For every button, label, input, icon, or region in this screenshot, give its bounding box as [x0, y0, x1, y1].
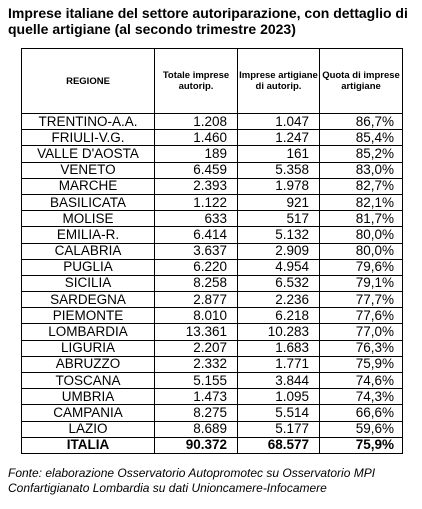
cell-region: CAMPANIA	[22, 405, 155, 421]
cell-region: VALLE D'AOSTA	[22, 146, 155, 162]
cell-artisan-businesses: 4.954	[238, 259, 320, 275]
header-artisan-share: Quota di imprese artigiane	[320, 49, 403, 114]
cell-total-businesses: 8.689	[155, 421, 238, 437]
cell-region: TOSCANA	[22, 373, 155, 389]
cell-artisan-share: 81,7%	[320, 211, 403, 227]
header-artisan-businesses: Imprese artigiane di autorip.	[238, 49, 320, 114]
table-row	[22, 405, 403, 421]
cell-total-businesses: 633	[155, 211, 238, 227]
page-title: Imprese italiane del settore autoriparazione, con dettaglio di quelle artigiane (al secondo trimestre 2023)	[8, 5, 408, 37]
cell-artisan-share: 75,9%	[320, 356, 403, 372]
table-row	[22, 194, 403, 210]
table-row	[22, 114, 403, 130]
table-row	[22, 130, 403, 146]
cell-artisan-businesses: 1.047	[238, 114, 320, 130]
cell-artisan-businesses: 921	[238, 194, 320, 210]
table-row	[22, 227, 403, 243]
cell-region: CALABRIA	[22, 243, 155, 259]
table-row	[22, 340, 403, 356]
cell-artisan-share: 59,6%	[320, 421, 403, 437]
cell-artisan-share: 86,7%	[320, 114, 403, 130]
cell-region: ABRUZZO	[22, 356, 155, 372]
table-row	[22, 211, 403, 227]
table-row	[22, 389, 403, 405]
cell-artisan-share: 79,1%	[320, 275, 403, 291]
cell-artisan-businesses: 161	[238, 146, 320, 162]
cell-total-businesses: 8.010	[155, 308, 238, 324]
cell-artisan-share: 80,0%	[320, 227, 403, 243]
cell-region: FRIULI-V.G.	[22, 130, 155, 146]
cell-total-businesses: 1.208	[155, 114, 238, 130]
cell-total-businesses: 189	[155, 146, 238, 162]
cell-total-businesses: 6.414	[155, 227, 238, 243]
table-header-row	[22, 49, 403, 114]
cell-artisan-businesses: 2.909	[238, 243, 320, 259]
cell-region: SICILIA	[22, 275, 155, 291]
cell-artisan-businesses: 1.771	[238, 356, 320, 372]
cell-artisan-share: 85,2%	[320, 146, 403, 162]
cell-artisan-share: 76,3%	[320, 340, 403, 356]
regions-table	[21, 48, 403, 454]
header-region: REGIONE	[22, 49, 155, 114]
cell-artisan-businesses: 1.683	[238, 340, 320, 356]
cell-total-businesses: 3.637	[155, 243, 238, 259]
cell-total-businesses: 5.155	[155, 373, 238, 389]
header-total-businesses: Totale imprese autorip.	[155, 49, 238, 114]
cell-artisan-businesses: 10.283	[238, 324, 320, 340]
cell-total-businesses: 13.361	[155, 324, 238, 340]
cell-artisan-businesses: 6.218	[238, 308, 320, 324]
cell-region: UMBRIA	[22, 389, 155, 405]
table-row	[22, 259, 403, 275]
cell-artisan-share: 82,1%	[320, 194, 403, 210]
cell-region: PUGLIA	[22, 259, 155, 275]
cell-artisan-share: 77,0%	[320, 324, 403, 340]
table-row	[22, 373, 403, 389]
cell-artisan-businesses: 5.177	[238, 421, 320, 437]
cell-region: TRENTINO-A.A.	[22, 114, 155, 130]
cell-total-businesses: 2.207	[155, 340, 238, 356]
cell-artisan-share: 77,7%	[320, 292, 403, 308]
cell-artisan-businesses: 3.844	[238, 373, 320, 389]
total-cell-artisan-businesses: 68.577	[238, 437, 320, 453]
cell-total-businesses: 1.473	[155, 389, 238, 405]
cell-region: MARCHE	[22, 178, 155, 194]
table-row	[22, 308, 403, 324]
source-note: Fonte: elaborazione Osservatorio Autopromotec su Osservatorio MPI Confartigianato Lombardia su dati Unioncamere-Infocamere	[8, 466, 376, 495]
table-row	[22, 275, 403, 291]
cell-artisan-share: 79,6%	[320, 259, 403, 275]
table-row	[22, 421, 403, 437]
cell-region: LAZIO	[22, 421, 155, 437]
cell-artisan-share: 82,7%	[320, 178, 403, 194]
table-row	[22, 292, 403, 308]
cell-region: BASILICATA	[22, 194, 155, 210]
cell-total-businesses: 8.258	[155, 275, 238, 291]
cell-region: EMILIA-R.	[22, 227, 155, 243]
table-row	[22, 356, 403, 372]
cell-artisan-share: 74,6%	[320, 373, 403, 389]
cell-region: SARDEGNA	[22, 292, 155, 308]
table-row	[22, 162, 403, 178]
cell-artisan-businesses: 1.095	[238, 389, 320, 405]
cell-artisan-businesses: 5.132	[238, 227, 320, 243]
cell-total-businesses: 2.332	[155, 356, 238, 372]
cell-artisan-businesses: 1.978	[238, 178, 320, 194]
table-total-row	[22, 437, 403, 453]
cell-region: VENETO	[22, 162, 155, 178]
cell-artisan-share: 83,0%	[320, 162, 403, 178]
cell-artisan-businesses: 5.358	[238, 162, 320, 178]
table-row	[22, 243, 403, 259]
cell-region: LOMBARDIA	[22, 324, 155, 340]
cell-artisan-share: 77,6%	[320, 308, 403, 324]
cell-total-businesses: 6.459	[155, 162, 238, 178]
cell-region: PIEMONTE	[22, 308, 155, 324]
cell-artisan-businesses: 1.247	[238, 130, 320, 146]
cell-artisan-share: 66,6%	[320, 405, 403, 421]
total-cell-total-businesses: 90.372	[155, 437, 238, 453]
cell-region: MOLISE	[22, 211, 155, 227]
cell-artisan-share: 74,3%	[320, 389, 403, 405]
cell-total-businesses: 8.275	[155, 405, 238, 421]
cell-total-businesses: 1.122	[155, 194, 238, 210]
cell-artisan-businesses: 517	[238, 211, 320, 227]
cell-artisan-share: 80,0%	[320, 243, 403, 259]
table-row	[22, 178, 403, 194]
cell-total-businesses: 2.393	[155, 178, 238, 194]
table-row	[22, 146, 403, 162]
cell-total-businesses: 2.877	[155, 292, 238, 308]
total-cell-region: ITALIA	[22, 437, 155, 453]
cell-artisan-share: 85,4%	[320, 130, 403, 146]
total-cell-artisan-share: 75,9%	[320, 437, 403, 453]
cell-total-businesses: 6.220	[155, 259, 238, 275]
cell-total-businesses: 1.460	[155, 130, 238, 146]
table-row	[22, 324, 403, 340]
cell-artisan-businesses: 2.236	[238, 292, 320, 308]
cell-artisan-businesses: 6.532	[238, 275, 320, 291]
cell-region: LIGURIA	[22, 340, 155, 356]
cell-artisan-businesses: 5.514	[238, 405, 320, 421]
